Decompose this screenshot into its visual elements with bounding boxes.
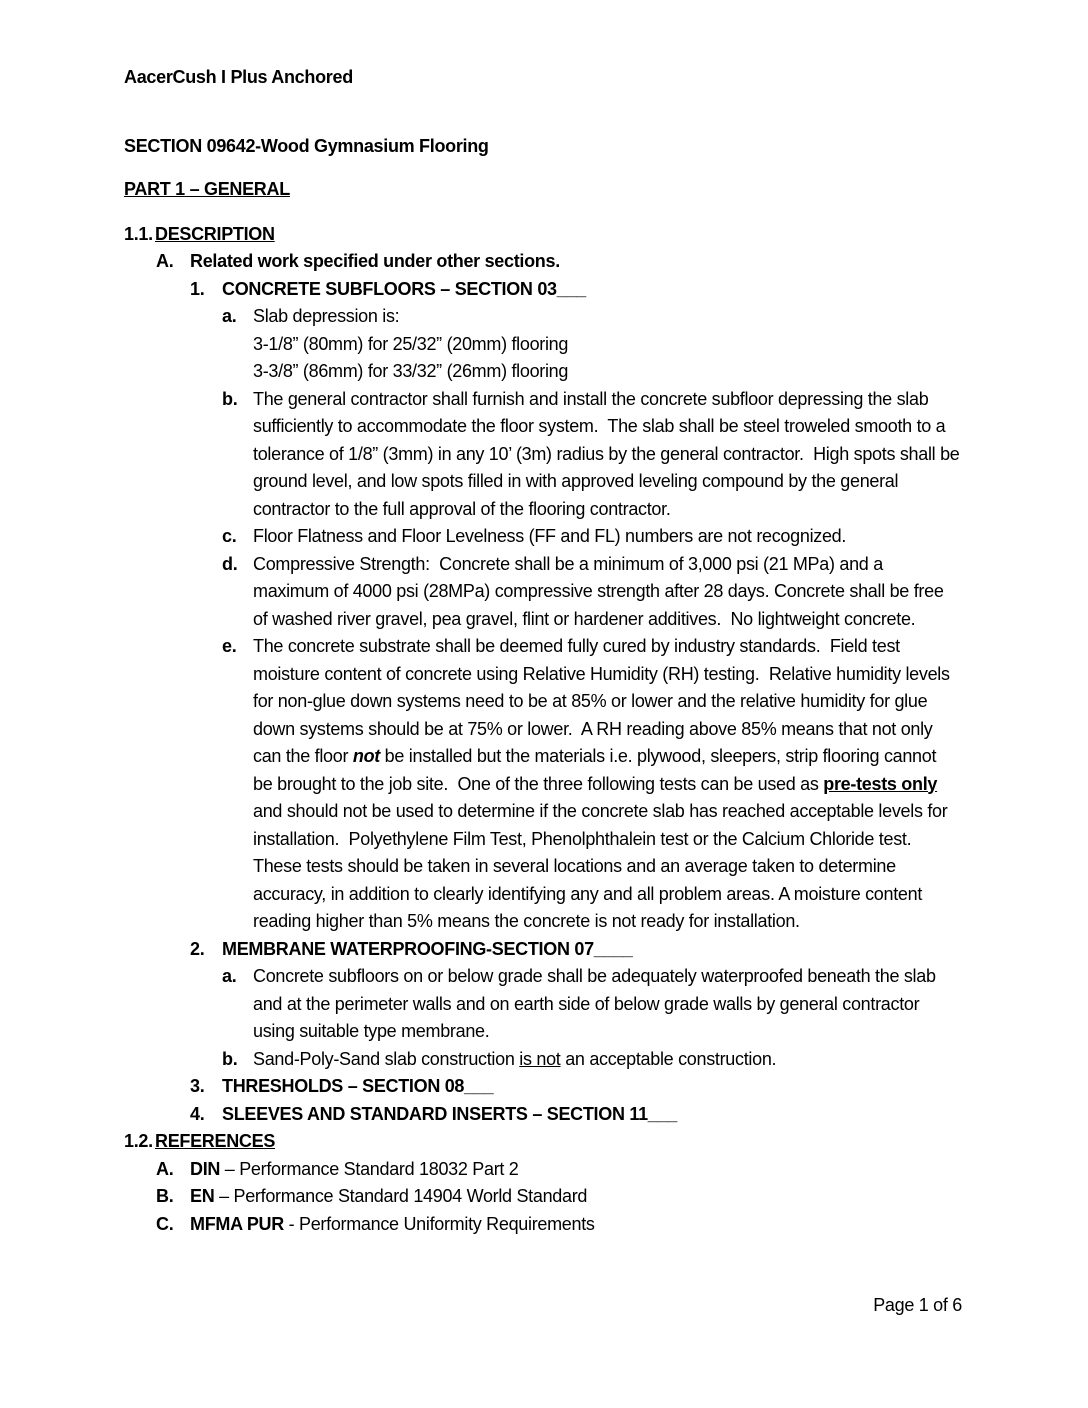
ref-B-en <box>124 1183 960 1211</box>
item-text: Related work specified under other sections. <box>190 251 560 271</box>
slab-depression-line-1 <box>124 331 960 359</box>
item-marker: b. <box>222 1048 238 1069</box>
item-b-general-contractor <box>124 386 965 524</box>
item-text: THRESHOLDS – SECTION 08___ <box>222 1076 494 1096</box>
heading-number: 1.1. <box>124 223 153 244</box>
item-a-waterproofing <box>124 963 960 1046</box>
product-title: AacerCush I Plus Anchored <box>124 67 353 87</box>
item-text: Slab depression is: <box>253 306 400 326</box>
item-text: Sand-Poly-Sand slab construction is not an acceptable construction. <box>253 1048 777 1069</box>
item-text: Concrete subfloors on or below grade shall be adequately waterproofed beneath the slab and at the perimeter walls and on earth side of below grade walls by general contractor using suitable type membrane. <box>253 966 941 1041</box>
item-marker: 2. <box>190 938 205 959</box>
item-marker: A. <box>156 251 174 271</box>
slab-depression-line-2 <box>124 358 960 386</box>
item-c-floor-flatness <box>124 523 960 551</box>
heading-text: DESCRIPTION <box>155 223 275 244</box>
item-text: EN – Performance Standard 14904 World Standard <box>190 1186 588 1206</box>
item-text: The concrete substrate shall be deemed fully cured by industry standards. Field test moisture content of concrete using Relative Humidity (RH) testing. Relative humidity levels for non-glue down systems need to be at 85% or lower and the relative humidity for glue down systems should be at 75% or lower. A RH reading above 85% means that not only can the floor not be installed but the materials i.e. plywood, sleepers, strip flooring cannot be brought to the job site. One of the three following tests can be used as pre-tests only and should not be used to determine if the concrete slab has reached acceptable levels for installation. Polyethylene Film Test, Phenolphthalein test or the Calcium Chloride test. These tests should be taken in several locations and an average taken to determine accuracy, in addition to clearly identifying any and all problem areas. A moisture content reading higher than 5% means the concrete is not ready for installation. <box>253 636 955 931</box>
item-d-compressive-strength <box>124 551 960 634</box>
item-text: MEMBRANE WATERPROOFING-SECTION 07____ <box>222 938 633 959</box>
item-marker: 3. <box>190 1076 205 1096</box>
item-marker: a. <box>222 306 237 326</box>
item-text: Floor Flatness and Floor Levelness (FF and FL) numbers are not recognized. <box>253 526 847 546</box>
item-marker: e. <box>222 636 237 656</box>
item-marker: 4. <box>190 1103 205 1124</box>
item-a-slab-depression <box>124 303 960 331</box>
item-A-related-work <box>124 248 960 276</box>
page-number: Page 1 of 6 <box>873 1295 962 1315</box>
ref-C-mfma-pur <box>124 1211 960 1239</box>
heading-number: 1.2. <box>124 1131 153 1151</box>
item-marker: C. <box>156 1213 174 1234</box>
item-marker: b. <box>222 388 238 409</box>
spec-section-title: SECTION 09642-Wood Gymnasium Flooring <box>124 135 489 156</box>
item-marker: 1. <box>190 278 205 299</box>
item-text: 3-1/8” (80mm) for 25/32” (20mm) flooring <box>253 333 569 354</box>
heading-1-1-description <box>124 221 960 249</box>
item-text: SLEEVES AND STANDARD INSERTS – SECTION 11___ <box>222 1103 677 1124</box>
part-heading-text: PART 1 – GENERAL <box>124 179 290 199</box>
item-text: 3-3/8” (86mm) for 33/32” (26mm) flooring <box>253 361 569 381</box>
heading-1-2-references <box>124 1128 960 1156</box>
item-text: DIN – Performance Standard 18032 Part 2 <box>190 1158 519 1179</box>
item-3-thresholds <box>124 1073 960 1101</box>
item-text: Compressive Strength: Concrete shall be a minimum of 3,000 psi (21 MPa) and a maximum of 4000 psi (28MPa) compressive strength after 28 days. Concrete shall be free of washed river gravel, pea gravel, flint or hardener additives. No lightweight concrete. <box>253 553 949 629</box>
item-marker: c. <box>222 526 237 546</box>
item-marker: a. <box>222 966 237 986</box>
item-e-concrete-substrate <box>124 633 960 936</box>
item-4-sleeves-inserts <box>124 1101 960 1129</box>
item-marker: A. <box>156 1158 174 1179</box>
item-marker: B. <box>156 1186 174 1206</box>
item-marker: d. <box>222 553 238 574</box>
item-1-concrete-subfloors <box>124 276 960 304</box>
heading-text: REFERENCES <box>155 1131 276 1151</box>
item-text: MFMA PUR - Performance Uniformity Requirements <box>190 1213 595 1234</box>
item-b-sand-poly-sand <box>124 1046 960 1074</box>
item-text: CONCRETE SUBFLOORS – SECTION 03___ <box>222 278 586 299</box>
item-text: The general contractor shall furnish and install the concrete subfloor depressing the slab sufficiently to accommodate the floor system. The slab shall be steel troweled smooth to a tolerance of 1/8” (3mm) in any 10’ (3m) radius by the general contractor. High spots shall be ground level, and low spots filled in with approved leveling compound by the general contractor to the full approval of the flooring contractor. <box>253 388 965 519</box>
ref-A-din <box>124 1156 960 1184</box>
part-heading <box>124 176 960 204</box>
item-2-membrane-waterproofing <box>124 936 960 964</box>
